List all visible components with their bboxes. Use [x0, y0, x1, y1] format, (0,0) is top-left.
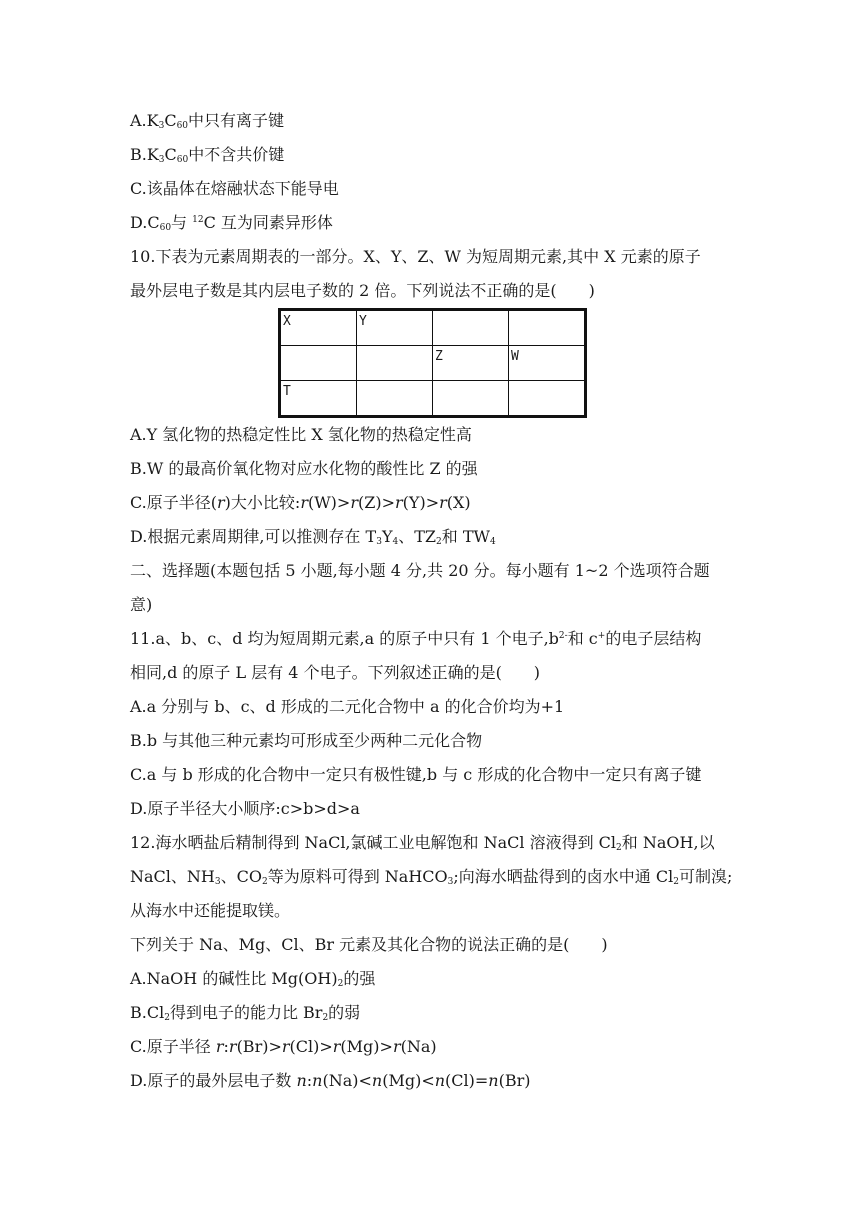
q12-option-c: C.原子半径 r:r(Br)>r(Cl)>r(Mg)>r(Na): [130, 1037, 437, 1056]
q10-stem-line-1: 10.下表为元素周期表的一部分。X、Y、Z、W 为短周期元素,其中 X 元素的原子: [130, 247, 701, 266]
table-row: [280, 310, 586, 346]
table-cell: [280, 346, 357, 381]
table-cell: Y: [357, 310, 433, 346]
periodic-table-fragment: [278, 308, 587, 418]
q12-option-d: D.原子的最外层电子数 n:n(Na)<n(Mg)<n(Cl)=n(Br): [130, 1071, 531, 1090]
q10-stem-line-2: 最外层电子数是其内层电子数的 2 倍。下列说法不正确的是( ): [130, 281, 595, 300]
q11-option-d: D.原子半径大小顺序:c>b>d>a: [130, 799, 360, 818]
table-cell: Z: [433, 346, 509, 381]
q12-option-b: $B.Cl_2$得到电子的能力比 $Br_2$的弱: [130, 1003, 361, 1023]
q11-option-a: A.a 分别与 b、c、d 形成的二元化合物中 a 的化合价均为+1: [130, 697, 565, 716]
q9-option-a: $A.K_3C_{60}$中只有离子键: [130, 111, 285, 131]
q10-option-b: B.W 的最高价氧化物对应水化物的酸性比 Z 的强: [130, 459, 478, 478]
section-two-heading-line-1: 二、选择题(本题包括 5 小题,每小题 4 分,共 20 分。每小题有 1~2 个选项符合题: [130, 561, 710, 580]
table-cell: [357, 381, 433, 417]
q10-option-c: C.原子半径(r)大小比较:r(W)>r(Z)>r(Y)>r(X): [130, 493, 471, 512]
q11-stem-line-2: 相同,d 的原子 L 层有 4 个电子。下列叙述正确的是( ): [130, 663, 541, 682]
table-row: [280, 381, 586, 417]
table-cell: [357, 346, 433, 381]
table-cell: T: [280, 381, 357, 417]
table-cell: [433, 310, 509, 346]
q11-option-c: C.a 与 b 形成的化合物中一定只有极性键,b 与 c 形成的化合物中一定只有离子键: [130, 765, 702, 784]
q11-option-b: B.b 与其他三种元素均可形成至少两种二元化合物: [130, 731, 483, 750]
q12-stem-line-2: NaCl、$NH_3$、$CO_2$等为原料可得到 NaHCO$_3$;向海水晒盐得到的卤水中通 $Cl_2$可制溴;: [130, 867, 733, 887]
q9-option-b: $B.K_3C_{60}$中不含共价键: [130, 145, 285, 165]
table-cell: [509, 381, 586, 417]
q10-option-d: D.根据元素周期律,可以推测存在 $T_3Y_4$、$TZ_2$和 $TW_4$: [130, 527, 496, 547]
q12-question: 下列关于 Na、Mg、Cl、Br 元素及其化合物的说法正确的是( ): [130, 935, 608, 954]
table-cell: [433, 381, 509, 417]
q12-stem-line-1: 12.海水晒盐后精制得到 NaCl,氯碱工业电解饱和 NaCl 溶液得到 $Cl_2$和 NaOH,以: [130, 833, 715, 853]
table-row: [280, 346, 586, 381]
q9-option-c: C.该晶体在熔融状态下能导电: [130, 179, 339, 198]
section-two-heading-line-2: 意): [130, 595, 153, 614]
table-cell: X: [280, 310, 357, 346]
table-cell: W: [509, 346, 586, 381]
q11-stem-line-1: 11.a、b、c、d 均为短周期元素,a 的原子中只有 1 个电子$,b^{2-}$和 c+的电子层结构: [130, 629, 702, 648]
q10-option-a: A.Y 氢化物的热稳定性比 X 氢化物的热稳定性高: [130, 425, 472, 444]
table-cell: [509, 310, 586, 346]
q12-option-a: A.NaOH 的碱性比 $Mg(OH)_2$的强: [130, 969, 376, 989]
q9-option-d: $D.C_{60}$与 $^{12}$C 互为同素异形体: [130, 213, 333, 233]
q12-stem-line-3: 从海水中还能提取镁。: [130, 901, 291, 920]
